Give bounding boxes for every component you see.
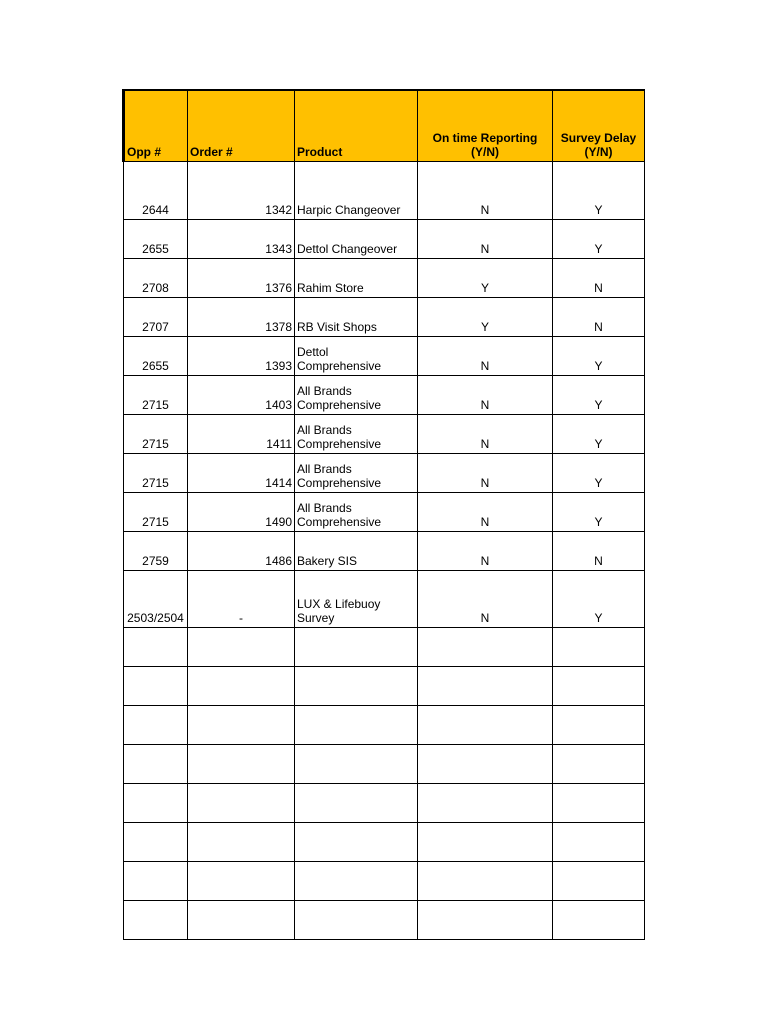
cell-opp[interactable]: 2655 [124, 220, 188, 259]
cell-opp[interactable]: 2503/2504 [124, 571, 188, 628]
cell-survey-delay[interactable]: Y [553, 454, 645, 493]
cell-opp[interactable]: 2644 [124, 162, 188, 220]
cell-opp[interactable]: 2715 [124, 415, 188, 454]
empty-cell[interactable] [124, 823, 188, 862]
empty-cell[interactable] [124, 745, 188, 784]
cell-survey-delay[interactable]: Y [553, 376, 645, 415]
table-row [124, 454, 645, 493]
cell-product[interactable]: Harpic Changeover [295, 162, 418, 220]
cell-survey-delay[interactable]: Y [553, 571, 645, 628]
cell-product[interactable]: All Brands Comprehensive [295, 454, 418, 493]
cell-order[interactable]: 1403 [188, 376, 295, 415]
table-row [124, 298, 645, 337]
table-row [124, 493, 645, 532]
cell-opp[interactable]: 2708 [124, 259, 188, 298]
cell-on-time[interactable]: N [418, 571, 553, 628]
table-row [124, 376, 645, 415]
empty-cell[interactable] [124, 862, 188, 901]
cell-product[interactable]: All Brands Comprehensive [295, 376, 418, 415]
empty-cell[interactable] [418, 628, 553, 667]
empty-cell[interactable] [124, 667, 188, 706]
empty-cell[interactable] [124, 628, 188, 667]
empty-cell[interactable] [553, 667, 645, 706]
cell-order[interactable]: 1342 [188, 162, 295, 220]
cell-order[interactable]: 1378 [188, 298, 295, 337]
cell-on-time[interactable]: N [418, 415, 553, 454]
empty-row [124, 823, 645, 862]
empty-cell[interactable] [188, 667, 295, 706]
cell-order[interactable]: 1343 [188, 220, 295, 259]
header-order[interactable]: Order # [188, 90, 295, 162]
empty-cell[interactable] [188, 784, 295, 823]
empty-row [124, 784, 645, 823]
cell-order[interactable]: 1393 [188, 337, 295, 376]
empty-cell[interactable] [553, 862, 645, 901]
cell-survey-delay[interactable]: N [553, 532, 645, 571]
empty-cell[interactable] [124, 784, 188, 823]
table-row [124, 162, 645, 220]
empty-cell[interactable] [188, 901, 295, 940]
cell-product[interactable]: RB Visit Shops [295, 298, 418, 337]
empty-cell[interactable] [553, 901, 645, 940]
empty-row [124, 862, 645, 901]
cell-product[interactable]: Bakery SIS [295, 532, 418, 571]
cell-product[interactable]: All Brands Comprehensive [295, 493, 418, 532]
cell-opp[interactable]: 2655 [124, 337, 188, 376]
empty-cell[interactable] [188, 628, 295, 667]
cell-product[interactable]: LUX & Lifebuoy Survey [295, 571, 418, 628]
table-row [124, 259, 645, 298]
header-survey-line2: (Y/N) [584, 145, 613, 159]
cell-survey-delay[interactable]: Y [553, 337, 645, 376]
empty-row [124, 667, 645, 706]
empty-cell[interactable] [553, 706, 645, 745]
cell-product[interactable]: Dettol Changeover [295, 220, 418, 259]
empty-cell[interactable] [418, 667, 553, 706]
empty-cell[interactable] [124, 706, 188, 745]
empty-row [124, 745, 645, 784]
cell-product[interactable]: Dettol Comprehensive [295, 337, 418, 376]
empty-cell[interactable] [295, 784, 418, 823]
header-survey-line1: Survey Delay [560, 131, 637, 145]
empty-cell[interactable] [188, 706, 295, 745]
cell-survey-delay[interactable]: Y [553, 220, 645, 259]
empty-cell[interactable] [295, 706, 418, 745]
empty-row [124, 706, 645, 745]
cell-survey-delay[interactable]: N [553, 298, 645, 337]
table-row [124, 220, 645, 259]
cell-on-time[interactable]: N [418, 337, 553, 376]
cell-order[interactable]: 1411 [188, 415, 295, 454]
cell-opp[interactable]: 2715 [124, 454, 188, 493]
cell-survey-delay[interactable]: Y [553, 415, 645, 454]
cell-on-time[interactable]: Y [418, 298, 553, 337]
empty-cell[interactable] [418, 823, 553, 862]
empty-cell[interactable] [295, 862, 418, 901]
cell-order[interactable]: 1486 [188, 532, 295, 571]
cell-opp[interactable]: 2715 [124, 376, 188, 415]
cell-opp[interactable]: 2759 [124, 532, 188, 571]
empty-cell[interactable] [295, 745, 418, 784]
empty-cell[interactable] [188, 745, 295, 784]
cell-on-time[interactable]: N [418, 493, 553, 532]
cell-product[interactable]: All Brands Comprehensive [295, 415, 418, 454]
cell-on-time[interactable]: N [418, 220, 553, 259]
cell-product[interactable]: Rahim Store [295, 259, 418, 298]
empty-row [124, 628, 645, 667]
empty-row [124, 901, 645, 940]
header-on-time-reporting[interactable] [418, 90, 553, 162]
cell-on-time[interactable]: Y [418, 259, 553, 298]
empty-cell[interactable] [553, 823, 645, 862]
cell-order[interactable]: 1414 [188, 454, 295, 493]
cell-opp[interactable]: 2707 [124, 298, 188, 337]
table-row [124, 571, 645, 628]
header-on-time-line2: (Y/N) [471, 145, 499, 159]
cell-opp[interactable]: 2715 [124, 493, 188, 532]
empty-cell[interactable] [295, 823, 418, 862]
empty-cell[interactable] [418, 745, 553, 784]
header-row [124, 90, 645, 162]
empty-cell[interactable] [418, 901, 553, 940]
empty-cell[interactable] [295, 901, 418, 940]
table-row [124, 337, 645, 376]
empty-cell[interactable] [418, 784, 553, 823]
cell-on-time[interactable]: N [418, 454, 553, 493]
header-product[interactable]: Product [295, 90, 418, 162]
empty-cell[interactable] [418, 706, 553, 745]
header-on-time-line1: On time Reporting [432, 131, 538, 145]
cell-order[interactable]: - [188, 571, 295, 628]
empty-cell[interactable] [124, 901, 188, 940]
table-row [124, 415, 645, 454]
report-table [122, 89, 645, 940]
empty-cell[interactable] [418, 862, 553, 901]
empty-cell[interactable] [295, 628, 418, 667]
empty-cell[interactable] [553, 745, 645, 784]
cell-survey-delay[interactable]: Y [553, 493, 645, 532]
cell-on-time[interactable]: N [418, 532, 553, 571]
empty-cell[interactable] [553, 628, 645, 667]
header-opp[interactable]: Opp # [124, 90, 188, 162]
table-row [124, 532, 645, 571]
cell-survey-delay[interactable]: Y [553, 162, 645, 220]
empty-cell[interactable] [553, 784, 645, 823]
cell-on-time[interactable]: N [418, 162, 553, 220]
cell-on-time[interactable]: N [418, 376, 553, 415]
cell-order[interactable]: 1490 [188, 493, 295, 532]
empty-cell[interactable] [188, 823, 295, 862]
header-survey-delay[interactable] [553, 90, 645, 162]
empty-cell[interactable] [188, 862, 295, 901]
cell-survey-delay[interactable]: N [553, 259, 645, 298]
empty-cell[interactable] [295, 667, 418, 706]
cell-order[interactable]: 1376 [188, 259, 295, 298]
